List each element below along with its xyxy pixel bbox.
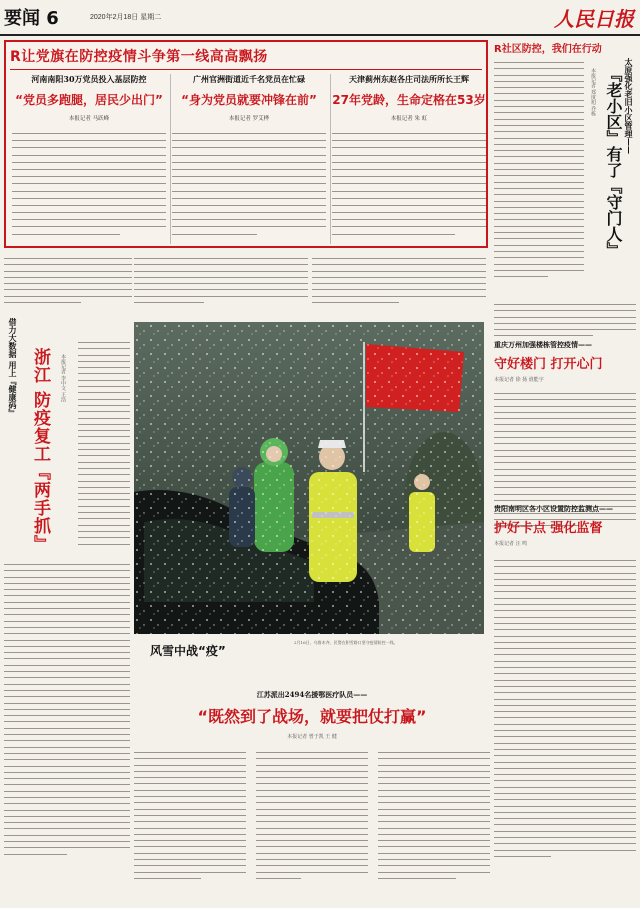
story-body (378, 748, 490, 880)
story-kicker: 借力大数据 用上『健康码』 (8, 318, 18, 417)
story-headline: 护好卡点 强化监督 (494, 521, 603, 536)
story-headline: 浙江 防疫复工『两手抓』 (30, 348, 50, 553)
photo-title: 风雪中战“疫” (150, 644, 226, 658)
story-byline: 本报记者 马跃峰 (68, 116, 110, 122)
body-text-block (494, 556, 636, 858)
lead-story-3 (332, 74, 486, 244)
snow-checkpoint-photo (134, 322, 484, 634)
story-headline: 27年党龄，生命定格在53岁 (332, 93, 486, 107)
story-kicker: 贵阳南明区各小区设置防控监测点—— (494, 504, 613, 513)
story-headline: “党员多跑腿，居民少出门” (15, 93, 163, 107)
story-body (256, 748, 368, 880)
lead-feature-box (4, 40, 488, 248)
jiangsu-story (134, 690, 490, 904)
story-byline: 本报记者 罗艾桦 (228, 116, 270, 122)
newspaper-logo: 人民日报 (554, 7, 634, 31)
story-body (172, 128, 326, 235)
lead-story-1 (12, 74, 166, 244)
lead-banner: R让党旗在防控疫情斗争第一线高高飘扬 (10, 49, 268, 65)
story-kicker: 河南南阳30万党员投入基层防控 (31, 74, 147, 84)
story-byline: 本报记者 汪 鸣 (494, 541, 528, 547)
story-byline: 本报记者 郑度旭 乔栋 (590, 68, 596, 117)
right-column (494, 40, 636, 600)
story-body (494, 300, 636, 338)
body-text-block (4, 560, 130, 856)
story-old-community (494, 58, 636, 298)
story-guiyang (494, 504, 636, 547)
story-kicker: 广州官洲街道近千名党员在忙碌 (193, 74, 305, 84)
story-kicker: 天津蓟州东赵各庄司法所所长王辉 (349, 74, 469, 84)
story-headline: 守好楼门 打开心门 (494, 357, 603, 372)
story-body (134, 748, 246, 880)
issue-date: 2020年2月18日 星期二 (90, 14, 162, 21)
story-wanzhou (494, 340, 636, 528)
story-body (494, 58, 584, 278)
story-byline: 本报记者 徐 扬 谁能宇 (494, 377, 544, 383)
community-banner: R社区防控，我们在行动 (494, 44, 602, 55)
story-byline: 本报记者 朱 虹 (390, 116, 428, 122)
story-kicker: 太原强化老旧小区管理—— (624, 58, 634, 154)
photo-credit: 2月16日，乌鲁木齐，民警在积雪路口坚守疫情防控一线。 (294, 640, 398, 645)
lead-story-2 (172, 74, 326, 244)
story-headline: “既然到了战场，就要把仗打赢” (197, 707, 427, 726)
story-body (78, 338, 130, 546)
story-kicker: 重庆万州加强楼栋管控疫情—— (494, 340, 592, 349)
story-byline: 本报记者 李中文 王浩 (60, 354, 66, 403)
story-kicker: 江苏派出2494名援鄂医疗队员—— (256, 690, 368, 699)
story-headline: “身为党员就要冲锋在前” (181, 93, 317, 107)
story-byline: 本报记者 曾于凯 王 健 (287, 734, 337, 740)
story-headline: 『老小区』有了『守门人』 (604, 66, 623, 258)
story-body (12, 128, 166, 235)
photo-caption (134, 636, 484, 676)
masthead (0, 0, 640, 36)
lead-divider (10, 69, 482, 70)
body-text-block (312, 254, 486, 304)
section-title: 要闻 6 (4, 8, 59, 29)
body-text-block (134, 254, 308, 304)
story-body (332, 128, 486, 235)
